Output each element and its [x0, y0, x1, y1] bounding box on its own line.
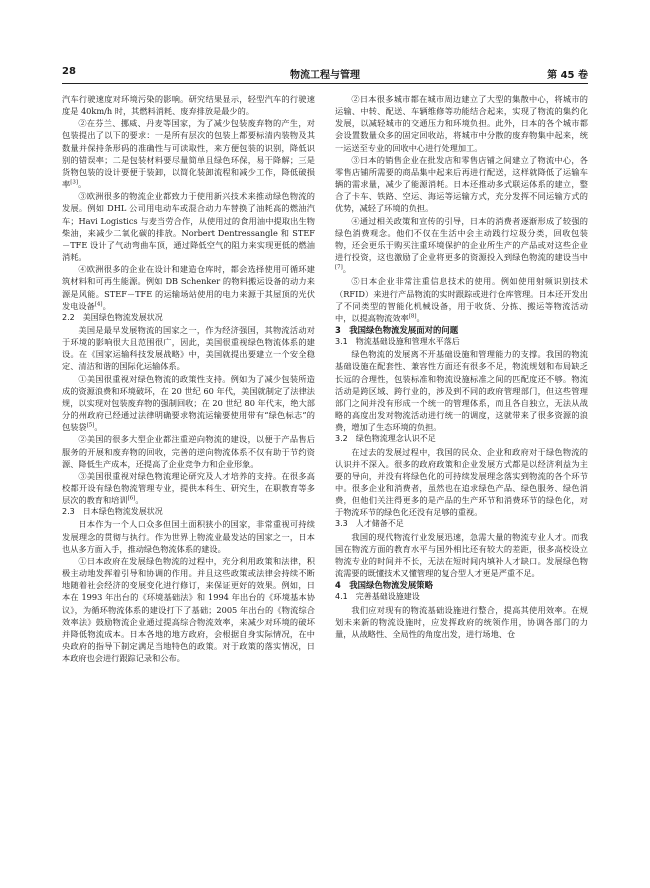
paragraph: ④欧洲很多的企业在设计和建造仓库时，都会选择使用可循环建筑材料和可再生能源。例如 DB Schenker 的物料搬运设备的动力来源是风能。STEF－TFE 的运输场站使用的电力来源于其屋顶的光伏发电设备[4]。 [62, 264, 315, 311]
paragraph: 日本作为一个人口众多但国土面积狭小的国家，非常重视可持续发展理念的贯彻与执行。作为世界上物流业最发达的国家之一，日本也从多方面入手，推动绿色物流体系的建设。 [62, 519, 315, 554]
paragraph: 汽车行驶速度对环境污染的影响。研究结果显示，轻型汽车的行驶速度是 40km/h 时，其燃料消耗、废弃排放是最少的。 [62, 94, 315, 117]
subsection-heading: 2.3 日本绿色物流发展状况 [62, 507, 163, 517]
paragraph: ①日本政府在发展绿色物流的过程中，充分利用政策和法律，积极主动地发挥着引导和协调的作用。并且这些政策或法律会持续不断地随着社会经济的变展变化进行修订，来保证更好的效果。例如，日本在 1993 年出台的《环境基础法》和 1994 年出台的《环境基本协议》，为循环物流体系的建设打下了基础；2005 年出台的《物流综合效率法》鼓励物流企业通过提高综合物流效率，来减少对环境的破坏并降低物流成本。日本各地的地方政府，会根据自身实际情况，在中央政府的指导下制定满足当地特色的政策。对于政策的落实情况，日本政府也会进行跟踪记录和公布。 [62, 555, 315, 664]
paragraph: ①美国很重视对绿色物流的政策性支持。例如为了减少包装所造成的资源浪费和环境破坏，在 20 世纪 60 年代，美国就制定了法律法规，以实现对包装废弃物的强制回收；在 20 世纪 80 年代末，绝大部分的州政府已经通过法律明确要求物流运输要使用带有“绿色标志”的包装袋[5]。 [62, 373, 315, 433]
paragraph: 我们应对现有的物流基础设施进行整合，提高其使用效率。在规划未来新的物流设施时，应发挥政府的统领作用，协调各部门的力量，从战略性、全局性的角度出发，进行场地、仓 [335, 604, 588, 639]
journal-title: 物流工程与管理 [290, 70, 360, 81]
citation: [3] [70, 179, 78, 186]
paragraph: 美国是最早发展物流的国家之一，作为经济强国，其物流活动对于环境的影响很大且范围很广，因此，美国很重视绿色物流体系的建设。在《国家运输科技发展战略》中，美国就提出要建立一个安全稳定、清洁和谐的国际化运输体系。 [62, 324, 315, 372]
volume-label: 第 45 卷 [547, 70, 588, 81]
citation: [6] [127, 495, 136, 502]
paragraph: ③日本的销售企业在批发店和零售店铺之间建立了物流中心，各零售店铺所需要的商品集中起来后再进行配送，这样就降低了运输车辆的需求量，减少了能源消耗。日本还推动多式联运体系的建立，整合了卡车、铁路、空运、海运等运输方式，充分发挥不同运输方式的优势，减轻了环境的负担。 [335, 154, 588, 214]
citation: [5] [86, 422, 95, 429]
paragraph: 我国的现代物流行业发展迅速，急需大量的物流专业人才。而我国在物流方面的教育水平与国外相比还有较大的差距，很多高校设立物流专业的时间并不长，无法在短时间内填补人才缺口。发展绿色物流需要的既懂技术又懂管理的复合型人才更是严重不足。 [335, 531, 588, 579]
subsection-heading: 3.2 绿色物流理念认识不足 [335, 434, 436, 444]
subsection-heading: 3.1 物流基础设施和管理水平落后 [335, 337, 460, 347]
paragraph: 在过去的发展过程中，我国的民众、企业和政府对于绿色物流的认识并不深入。很多的政府政策和企业发展方式都是以经济利益为主要的导向，并没有将绿色化的可持续发展理念落实到物流的各个环节中。很多企业和消费者，虽然也在追求绿色产品、绿色服务、绿色消费，但他们关注得更多的是产品的生产环节和消费环节的绿色化，对于物流环节的绿色化还没有足够的重视。 [335, 446, 588, 518]
paragraph: ②美国的很多大型企业都注重逆向物流的建设，以便于产品售后服务的开展和废弃物的回收，完善的逆向物流体系不仅有助于节约资源、降低生产成本，还提高了企业竞争力和企业形象。 [62, 434, 315, 469]
header-rule [62, 83, 588, 84]
paragraph: 绿色物流的发展离不开基础设施和管理能力的支撑。我国的物流基础设施在配套性、兼容性方面还有很多不足，物流规划和布局缺乏长远的合理性，包装标准和物流设施标准之间的匹配度还不够。物流活动是跨区域、跨行业的，涉及到不同的政府管理部门，但这些管理部门之间并没有形成一个统一的管理体系，而且各自独立，无法从战略的高度出发对物流活动进行统一的调度，这就带来了很多资源的浪费，增加了生态环境的负担。 [335, 349, 588, 433]
subsection-heading: 4.1 完善基础设施建设 [335, 592, 420, 602]
paragraph: ②日本很多城市都在城市周边建立了大型的集散中心，将城市的运输、中转、配送、车辆维修等功能结合起来，实现了物流的集约化发展，以减轻城市的交通压力和环境负担。此外，日本的各个城市都会设置数量众多的固定回收站，将城市中分散的废弃物集中起来，统一运送至专业的回收中心进行处理加工。 [335, 94, 588, 153]
section-heading: 4 我国绿色物流发展策略 [335, 580, 433, 591]
subsection-heading: 2.2 美国绿色物流发展状况 [62, 312, 163, 322]
subsection-heading: 3.3 人才储备不足 [335, 519, 404, 529]
citation: [4] [94, 300, 103, 307]
section-heading: 3 我国绿色物流发展面对的问题 [335, 324, 459, 335]
paragraph: ②在芬兰、挪威、丹麦等国家，为了减少包装废弃物的产生，对包装提出了以下的要求：一是所有层次的包装上都要标清内装物及其数量并保持条形码的准确性与可读取性，来方便包装的识别，降低识别的错误率；二是包装材料要尽量简单且绿色环保，易于降解；三是货物包装的设计要便于装卸，以简化装卸流程和减少工作，降低破损率[3]。 [62, 118, 315, 190]
running-header [62, 64, 588, 82]
paragraph: ③欧洲很多的物流企业都致力于使用新兴技术来推动绿色物流的发展。例如 DHL 公司用电动车或混合动力车替换了油耗高的燃油汽车；Havi Logistics 与麦当劳合作，从使用过的食用油中提取出生物柴油，来减少二氧化碳的排放。Norbert Dentressangle 和 STEF－TFE 设计了气动弯曲车顶，通过降低空气的阻力来实现更低的燃油消耗。 [62, 191, 315, 263]
citation: [7] [335, 264, 343, 271]
citation: [8] [408, 313, 417, 320]
right-column [335, 93, 588, 863]
page-number: 28 [62, 66, 76, 77]
paragraph: ③美国很重视对绿色物流理论研究及人才培养的支持。在很多高校都开设有绿色物流管理专业，提供本科生、研究生，在职教育等多层次的教育和培训[6]。 [62, 470, 315, 506]
paragraph: ④通过相关政策和宣传的引导，日本的消费者逐渐形成了较强的绿色消费观念。他们不仅在生活中会主动践行垃圾分类，回收包装物，还会更乐于购买注重环境保护的企业所生产的产品或对这些企业进行投资，这也激励了企业将更多的资源投入到绿色物流的建设当中[7]。 [335, 215, 588, 275]
left-column [62, 93, 315, 863]
paragraph: ⑤日本企业非常注重信息技术的使用。例如使用射频识别技术（RFID）来进行产品物流的实时跟踪或进行仓库管理。日本还开发出了不同类型的智能化机械设备，用于收货、分拣、搬运等物流活动中，以提高物流效率[8]。 [335, 276, 588, 323]
